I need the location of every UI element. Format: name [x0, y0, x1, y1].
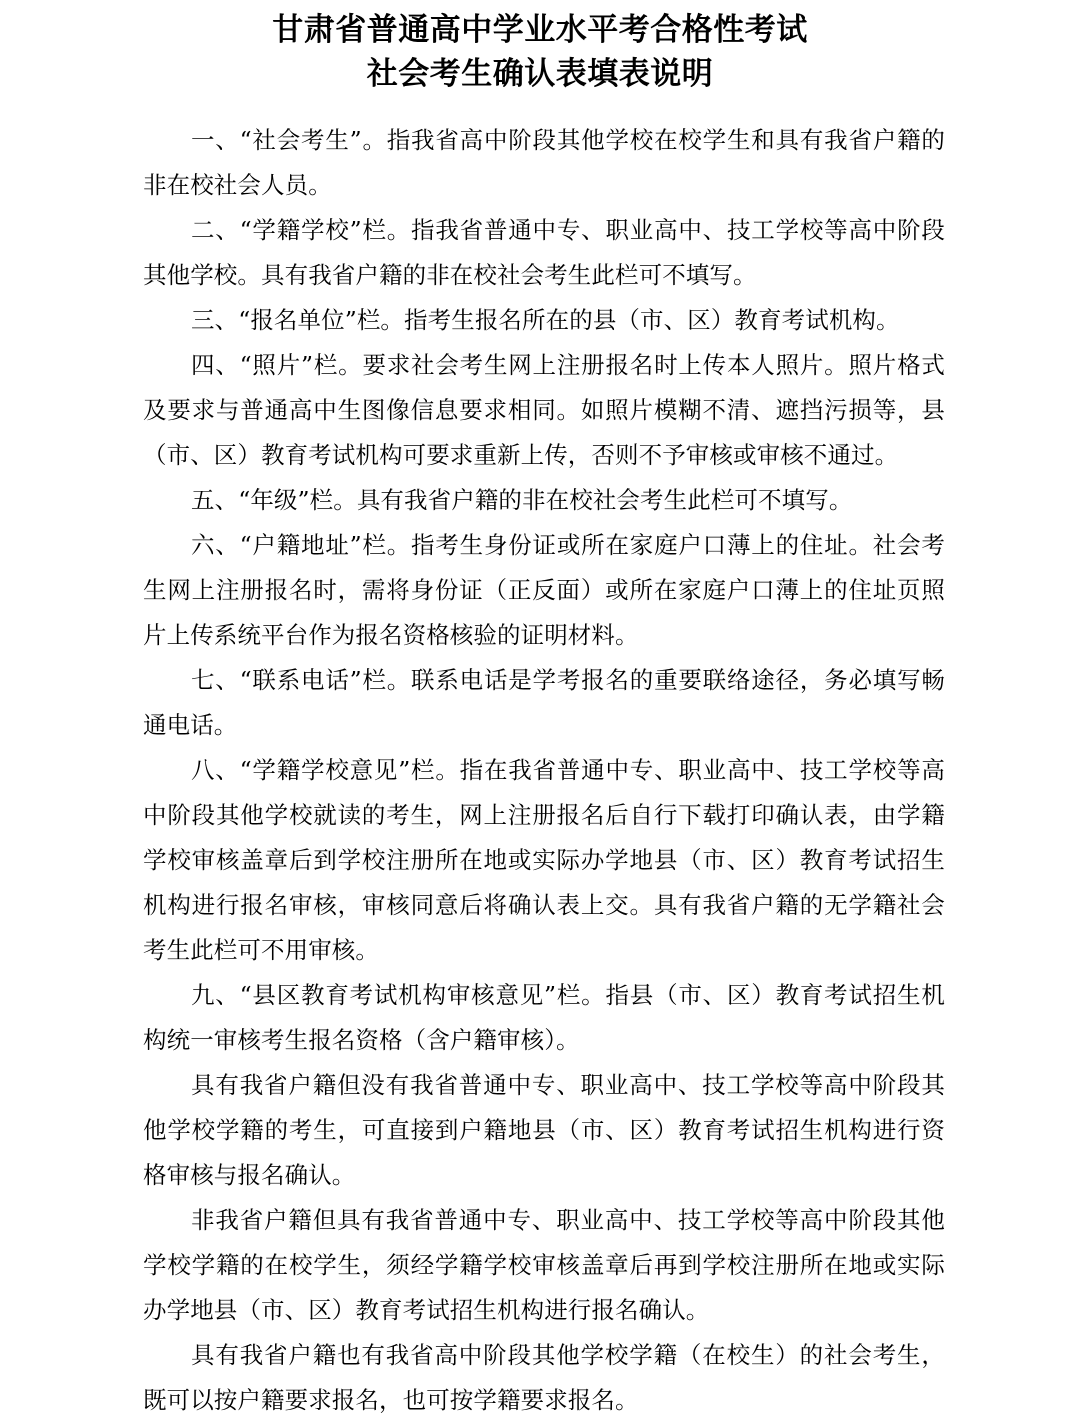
- paragraph-4: 四、“照片”栏。要求社会考生网上注册报名时上传本人照片。照片格式及要求与普通高中生图像信息要求相同。如照片模糊不清、遮挡污损等，县（市、区）教育考试机构可要求重新上传，否则不予审核或审核不通过。: [143, 351, 945, 469]
- paragraph-9: 九、“县区教育考试机构审核意见”栏。指县（市、区）教育考试招生机构统一审核考生报名资格（含户籍审核）。: [143, 981, 945, 1054]
- title-line-1: 甘肃省普通高中学业水平考合格性考试: [272, 12, 808, 48]
- paragraph-3: 三、“报名单位”栏。指考生报名所在的县（市、区）教育考试机构。: [191, 306, 900, 334]
- paragraph-6: 六、“户籍地址”栏。指考生身份证或所在家庭户口薄上的住址。社会考生网上注册报名时，需将身份证（正反面）或所在家庭户口薄上的住址页照片上传系统平台作为报名资格核验的证明材料。: [143, 531, 945, 649]
- document-title: [0, 0, 1080, 96]
- paragraph-11: 非我省户籍但具有我省普通中专、职业高中、技工学校等高中阶段其他学校学籍的在校学生，须经学籍学校审核盖章后再到学校注册所在地或实际办学地县（市、区）教育考试招生机构进行报名确认。: [143, 1206, 945, 1324]
- paragraph-1: 一、“社会考生”。指我省高中阶段其他学校在校学生和具有我省户籍的非在校社会人员。: [143, 126, 945, 199]
- title-line-2: 社会考生确认表填表说明: [366, 56, 714, 92]
- document-body: [0, 118, 1080, 1423]
- paragraph-2: 二、“学籍学校”栏。指我省普通中专、职业高中、技工学校等高中阶段其他学校。具有我省户籍的非在校社会考生此栏可不填写。: [143, 216, 945, 289]
- paragraph-7: 七、“联系电话”栏。联系电话是学考报名的重要联络途径，务必填写畅通电话。: [143, 666, 945, 739]
- paragraph-8: 八、“学籍学校意见”栏。指在我省普通中专、职业高中、技工学校等高中阶段其他学校就读的考生，网上注册报名后自行下载打印确认表，由学籍学校审核盖章后到学校注册所在地或实际办学地县（市、区）教育考试招生机构进行报名审核，审核同意后将确认表上交。具有我省户籍的无学籍社会考生此栏可不用审核。: [143, 756, 945, 964]
- paragraph-10: 具有我省户籍但没有我省普通中专、职业高中、技工学校等高中阶段其他学校学籍的考生，可直接到户籍地县（市、区）教育考试招生机构进行资格审核与报名确认。: [143, 1071, 945, 1189]
- paragraph-12: 具有我省户籍也有我省高中阶段其他学校学籍（在校生）的社会考生，既可以按户籍要求报名，也可按学籍要求报名。: [143, 1341, 945, 1414]
- paragraph-5: 五、“年级”栏。具有我省户籍的非在校社会考生此栏可不填写。: [191, 486, 853, 514]
